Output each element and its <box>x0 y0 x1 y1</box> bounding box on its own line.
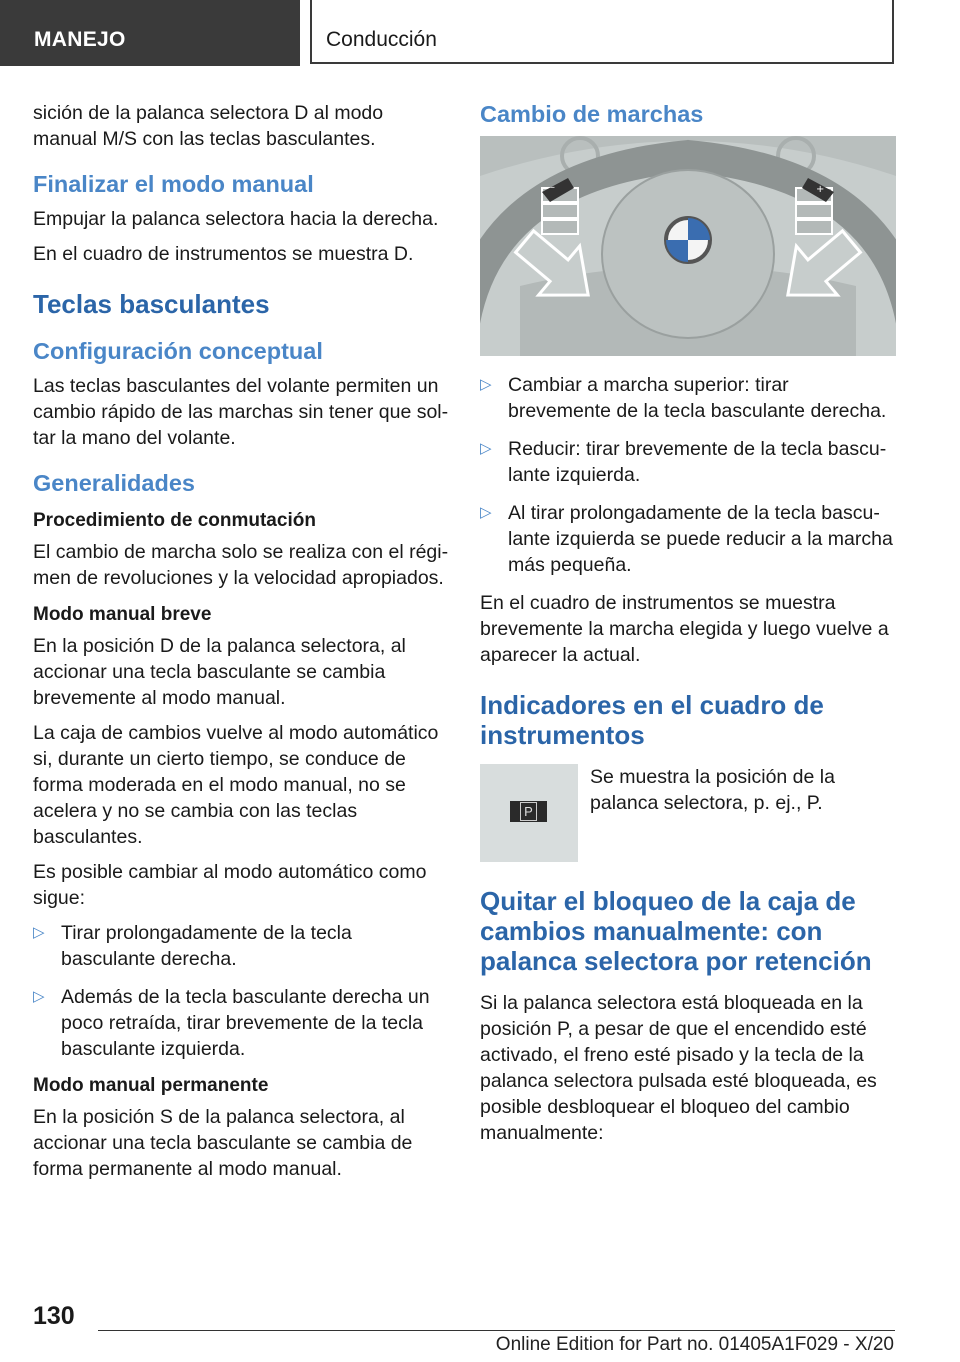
triangle-bullet-icon: ▷ <box>33 924 45 941</box>
paragraph: En la posición S de la palanca selectora, al accionar una tecla basculante se cambia de forma permanente al modo manual. <box>33 1106 413 1180</box>
bullet-list <box>480 372 896 578</box>
paragraph: Empujar la palanca selectora hacia la derecha. <box>33 208 439 230</box>
paragraph: En la posición D de la palanca selectora, al accionar una tecla basculante se cambia brevemente al modo manual. <box>33 635 406 709</box>
paddle-minus-label: – <box>550 182 555 193</box>
list-item: ▷ Reducir: tirar brevemente de la tecla basculante izquierda. <box>480 438 887 486</box>
steering-wheel-paddles-illustration <box>480 136 896 356</box>
list-item: ▷ Tirar prolongadamente de la tecla basculante derecha. <box>33 922 352 970</box>
heading-config: Configuración conceptual <box>33 338 323 364</box>
left-column <box>33 100 449 1191</box>
list-item: ▷ Además de la tecla basculante derecha un poco retraída, tirar brevemente de la tecla basculante izquierda. <box>33 986 430 1060</box>
heading-breve: Modo manual breve <box>33 604 212 625</box>
bullet-list <box>33 920 449 1062</box>
paragraph: En el cuadro de instrumentos se muestra D. <box>33 243 414 265</box>
edition-note: Online Edition for Part no. 01405A1F029 - X/20 <box>495 1334 894 1355</box>
footer-divider <box>98 1330 895 1331</box>
paragraph: En el cuadro de instrumentos se muestra brevemente la marcha elegida y luego vuelve a aparecer la actual. <box>480 592 889 666</box>
section-label: MANEJO <box>34 28 126 51</box>
heading-cambio: Cambio de marchas <box>480 101 704 127</box>
intro-paragraph: sición de la palanca selectora D al modo manual M/S con las teclas basculantes. <box>33 102 384 150</box>
triangle-bullet-icon: ▷ <box>480 504 492 521</box>
park-indicator-glyph: P <box>520 802 537 821</box>
list-item: ▷ Cambiar a marcha superior: tirar brevemente de la tecla basculante derecha. <box>480 374 887 422</box>
page-header <box>0 0 960 68</box>
paragraph: Las teclas basculantes del volante permiten un cambio rápido de las marchas sin tener que soltar la mano del volante. <box>33 375 449 449</box>
heading-proc: Procedimiento de conmutación <box>33 510 316 531</box>
heading-indicadores: Indicadores en el cuadro de instrumentos <box>480 690 824 750</box>
right-column <box>480 100 896 1155</box>
paragraph: Es posible cambiar al modo automático como sigue: <box>33 861 427 909</box>
list-item: ▷ Al tirar prolongadamente de la tecla basculante izquierda se puede reducir a la marcha más pequeña. <box>480 502 893 576</box>
paddle-plus-label: + <box>816 184 825 195</box>
heading-perm: Modo manual permanente <box>33 1075 269 1096</box>
heading-quitar: Quitar el bloqueo de la caja de cambios manualmente: con palanca selectora por retención <box>480 886 872 976</box>
indicator-block <box>480 764 896 862</box>
paragraph: Se muestra la posición de la palanca selectora, p. ej., P. <box>590 766 835 814</box>
page-number: 130 <box>33 1302 75 1330</box>
heading-general: Generalidades <box>33 470 195 496</box>
heading-teclas: Teclas basculantes <box>33 289 270 319</box>
triangle-bullet-icon: ▷ <box>480 376 492 393</box>
chapter-tab <box>310 0 894 64</box>
heading-finalizar: Finalizar el modo manual <box>33 171 314 197</box>
paragraph: El cambio de marcha solo se realiza con el régimen de revoluciones y la velocidad apropiados. <box>33 541 449 589</box>
section-tab <box>0 0 300 66</box>
paragraph: Si la palanca selectora está bloqueada en la posición P, a pesar de que el encendido esté activado, el freno esté pisado y la tecla de la palanca selectora pulsada esté bloqueada, es posible desbloquear el bloqueo del cambio manualmente: <box>480 992 877 1144</box>
selector-position-display <box>480 764 578 862</box>
chapter-label: Conducción <box>326 28 437 51</box>
paragraph: La caja de cambios vuelve al modo automático si, durante un cierto tiempo, se conduce de forma moderada en el modo manual, no se acelera y no se cambia con las teclas basculantes. <box>33 722 439 848</box>
triangle-bullet-icon: ▷ <box>480 440 492 457</box>
triangle-bullet-icon: ▷ <box>33 988 45 1005</box>
